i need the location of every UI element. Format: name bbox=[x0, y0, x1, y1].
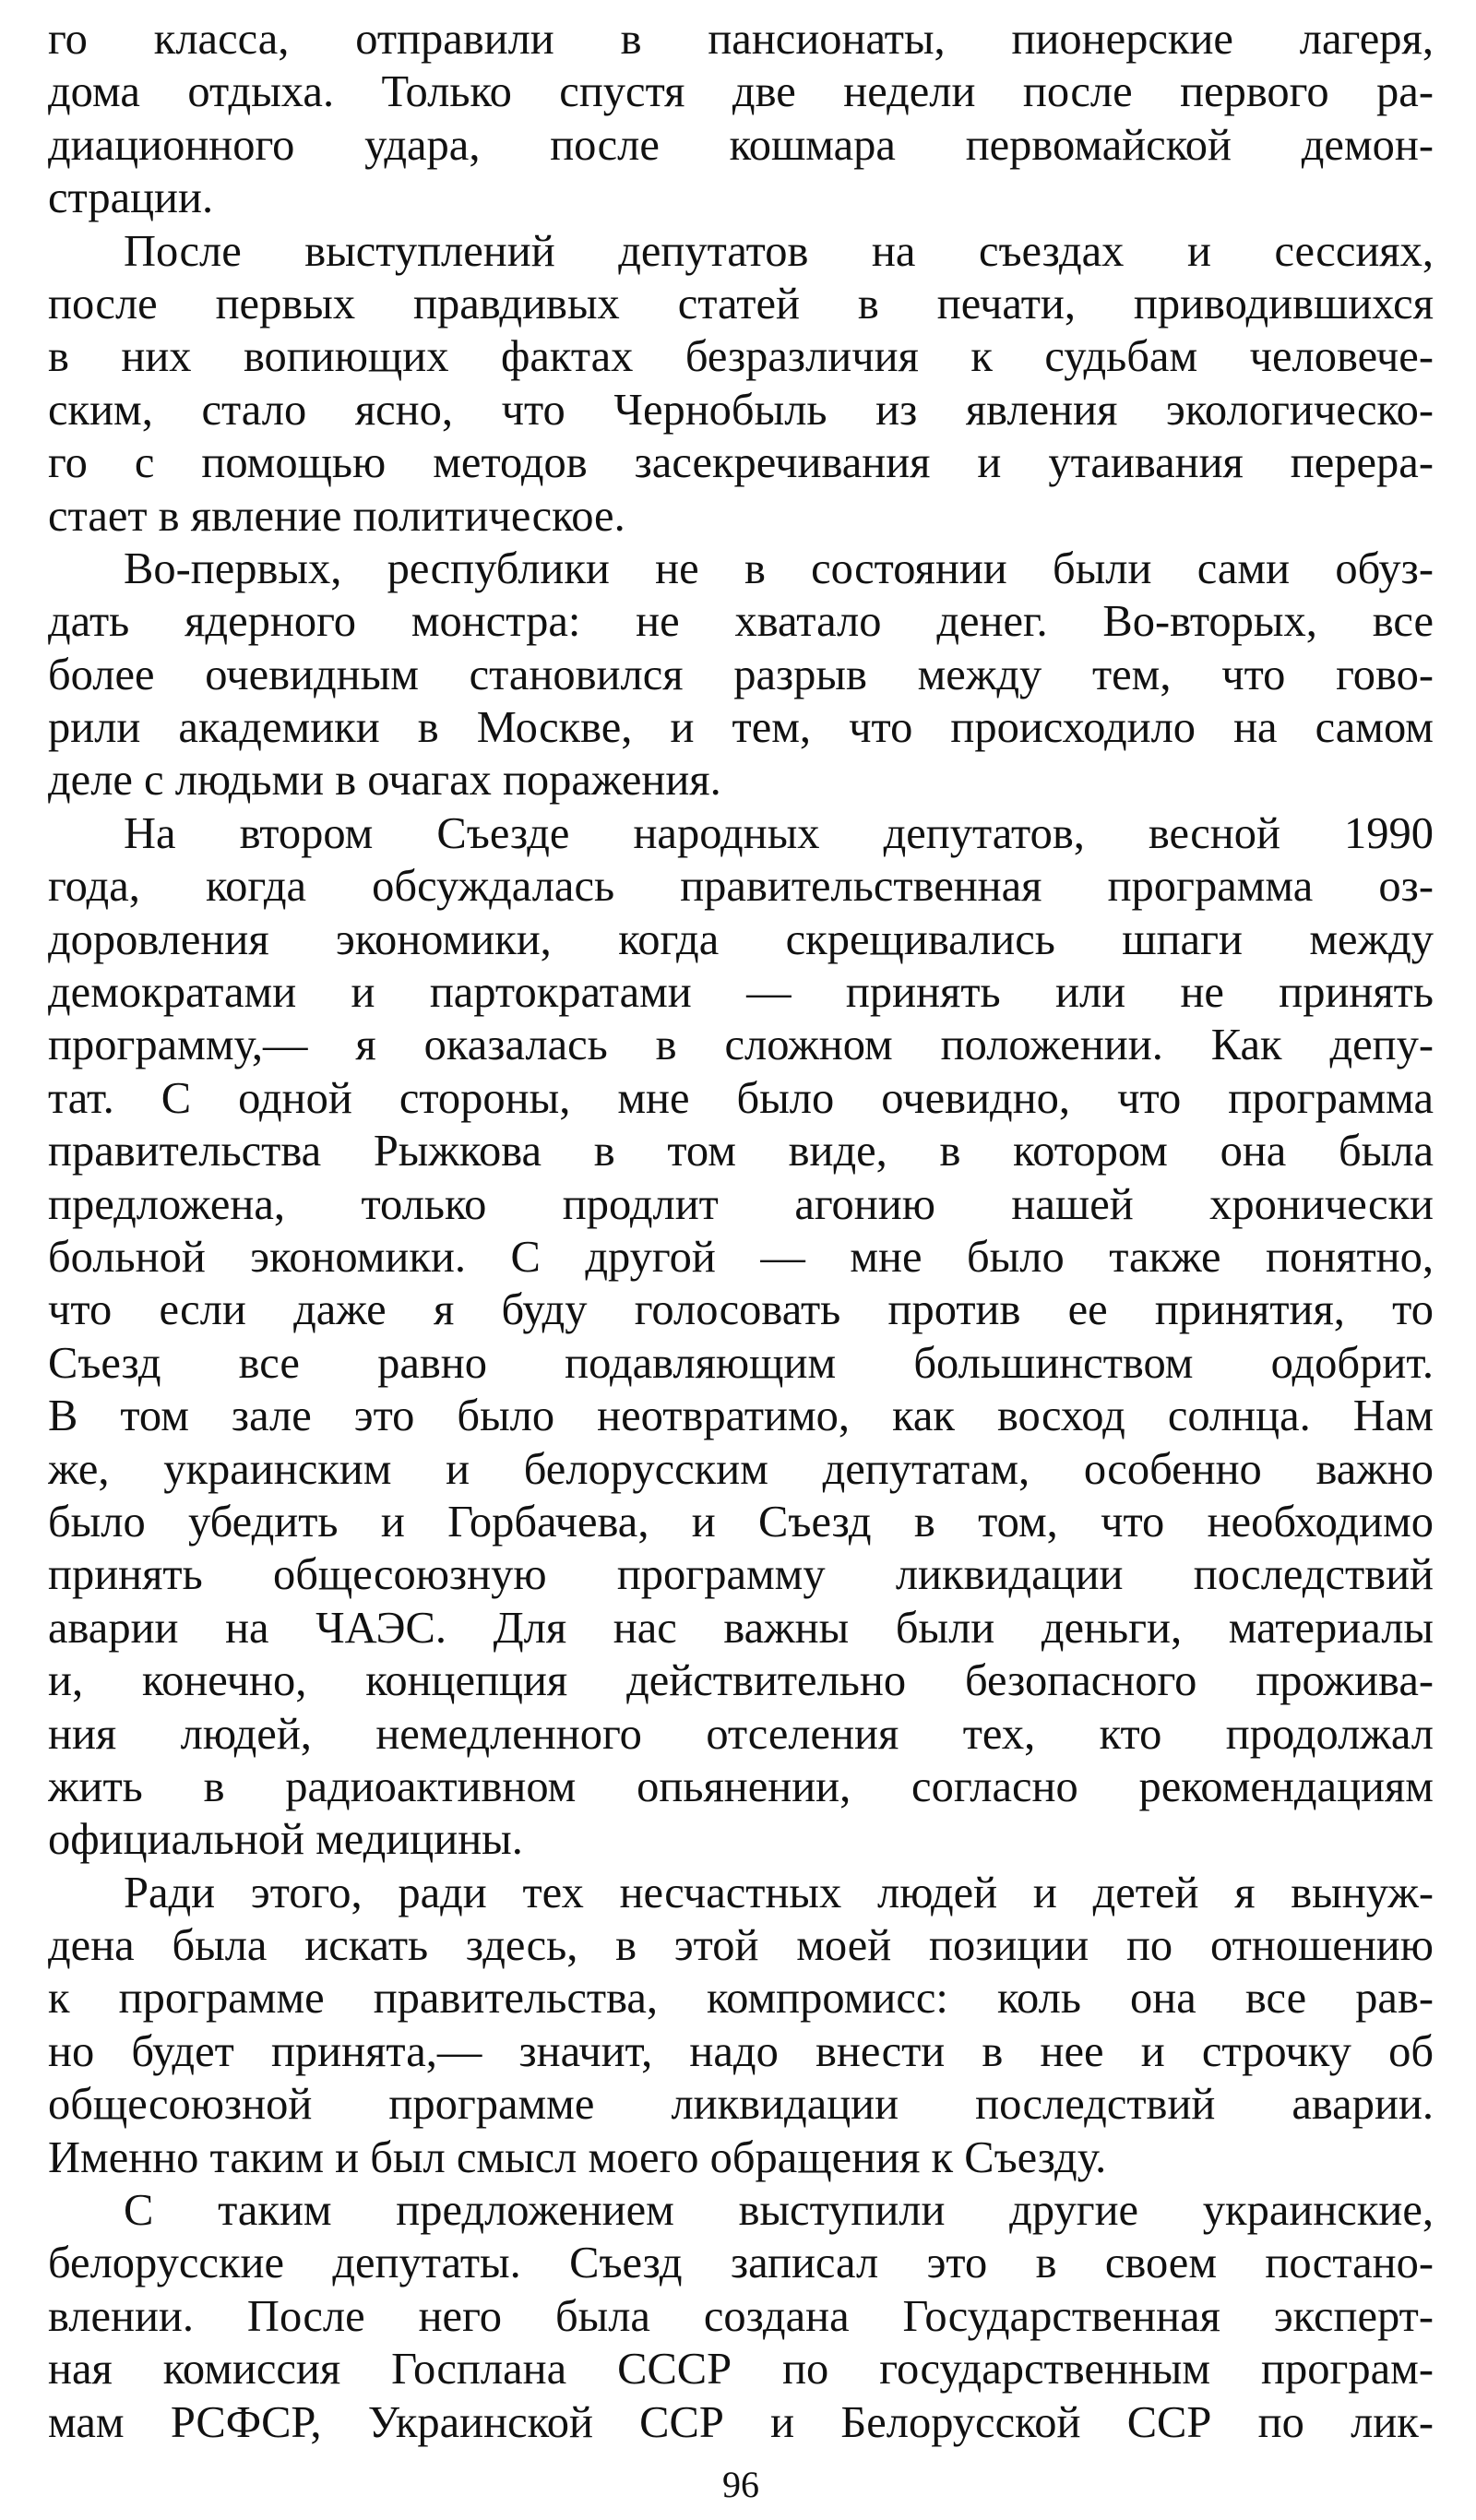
page-number: 96 bbox=[722, 2464, 759, 2505]
text-line: страции. bbox=[48, 173, 214, 223]
text-line: Именно таким и был смысл моего обращения к Съезду. bbox=[48, 2132, 1107, 2182]
text-line: что если даже я буду голосовать против ее принятия, то bbox=[48, 1285, 1434, 1335]
body-text bbox=[48, 13, 1434, 2449]
text-line: было убедить и Горбачева, и Съезд в том, что необходимо bbox=[48, 1497, 1434, 1547]
text-line: же, украинским и белорусским депутатам, особенно важно bbox=[48, 1444, 1434, 1494]
text-line: но будет принята,— значит, надо внести в нее и строчку об bbox=[48, 2026, 1434, 2076]
text-line: ния людей, немедленного отселения тех, кто продолжал bbox=[48, 1709, 1434, 1759]
text-line: жить в радиоактивном опьянении, согласно рекомендациям bbox=[48, 1762, 1434, 1811]
text-line: общесоюзной программе ликвидации последствий аварии. bbox=[48, 2080, 1434, 2130]
paragraph bbox=[48, 1867, 1434, 2184]
text-line: В том зале это было неотвратимо, как восход солнца. Нам bbox=[48, 1391, 1434, 1441]
text-line: диационного удара, после кошмара первомайской демон- bbox=[48, 120, 1434, 170]
text-line: и, конечно, концепция действительно безопасного прожива- bbox=[48, 1656, 1434, 1706]
text-line: года, когда обсуждалась правительственная программа оз- bbox=[48, 862, 1434, 912]
text-line: го класса, отправили в пансионаты, пионерские лагеря, bbox=[48, 15, 1434, 64]
text-line: демократами и партократами — принять или не принять bbox=[48, 968, 1434, 1018]
text-line: го с помощью методов засекречивания и утаивания перера- bbox=[48, 438, 1434, 488]
text-line: влении. После него была создана Государственная эксперт- bbox=[48, 2291, 1434, 2341]
paragraph bbox=[48, 543, 1434, 807]
text-line: мам РСФСР, Украинской ССР и Белорусской ССР по лик- bbox=[48, 2397, 1434, 2447]
text-line: ная комиссия Госплана СССР по государственным програм- bbox=[48, 2345, 1434, 2395]
text-line: дома отдыха. Только спустя две недели после первого ра- bbox=[48, 67, 1434, 117]
text-line: После выступлений депутатов на съездах и сессиях, bbox=[124, 226, 1434, 276]
text-line: Во-первых, республики не в состоянии были сами обуз- bbox=[124, 543, 1434, 593]
paragraph bbox=[48, 2184, 1434, 2449]
text-line: более очевидным становился разрыв между тем, что гово- bbox=[48, 650, 1434, 699]
book-page bbox=[48, 13, 1434, 2504]
text-line: стает в явление политическое. bbox=[48, 491, 625, 541]
text-line: дена была искать здесь, в этой моей позиции по отношению bbox=[48, 1921, 1434, 1971]
text-line: принять общесоюзную программу ликвидации последствий bbox=[48, 1550, 1434, 1600]
text-line: программу,— я оказалась в сложном положении. Как депу- bbox=[48, 1021, 1434, 1070]
text-line: доровления экономики, когда скрещивались шпаги между bbox=[48, 914, 1434, 964]
text-line: На втором Съезде народных депутатов, весной 1990 bbox=[124, 808, 1434, 858]
text-line: предложена, только продлит агонию нашей хронически bbox=[48, 1179, 1434, 1229]
text-line: Съезд все равно подавляющим большинством одобрит. bbox=[48, 1338, 1434, 1388]
text-line: аварии на ЧАЭС. Для нас важны были деньги, материалы bbox=[48, 1603, 1434, 1653]
paragraph bbox=[48, 225, 1434, 543]
paragraph bbox=[48, 13, 1434, 225]
text-line: официальной медицины. bbox=[48, 1815, 523, 1865]
text-line: ским, стало ясно, что Чернобыль из явления экологическо- bbox=[48, 385, 1434, 435]
text-line: после первых правдивых статей в печати, приводившихся bbox=[48, 279, 1434, 328]
text-line: в них вопиющих фактах безразличия к судьбам человече- bbox=[48, 332, 1434, 382]
text-line: Ради этого, ради тех несчастных людей и детей я вынуж- bbox=[124, 1868, 1434, 1917]
text-line: деле с людьми в очагах поражения. bbox=[48, 756, 721, 806]
paragraph bbox=[48, 807, 1434, 1867]
text-line: больной экономики. С другой — мне было также понятно, bbox=[48, 1232, 1434, 1282]
text-line: к программе правительства, компромисс: коль она все рав- bbox=[48, 1974, 1434, 2024]
text-line: С таким предложением выступили другие украинские, bbox=[124, 2186, 1434, 2236]
text-line: тат. С одной стороны, мне было очевидно, что программа bbox=[48, 1073, 1434, 1123]
text-line: правительства Рыжкова в том виде, в котором она была bbox=[48, 1127, 1434, 1176]
text-line: дать ядерного монстра: не хватало денег. Во-вторых, все bbox=[48, 597, 1434, 647]
text-line: белорусские депутаты. Съезд записал это в своем постано- bbox=[48, 2239, 1434, 2288]
text-line: рили академики в Москве, и тем, что происходило на самом bbox=[48, 703, 1434, 753]
